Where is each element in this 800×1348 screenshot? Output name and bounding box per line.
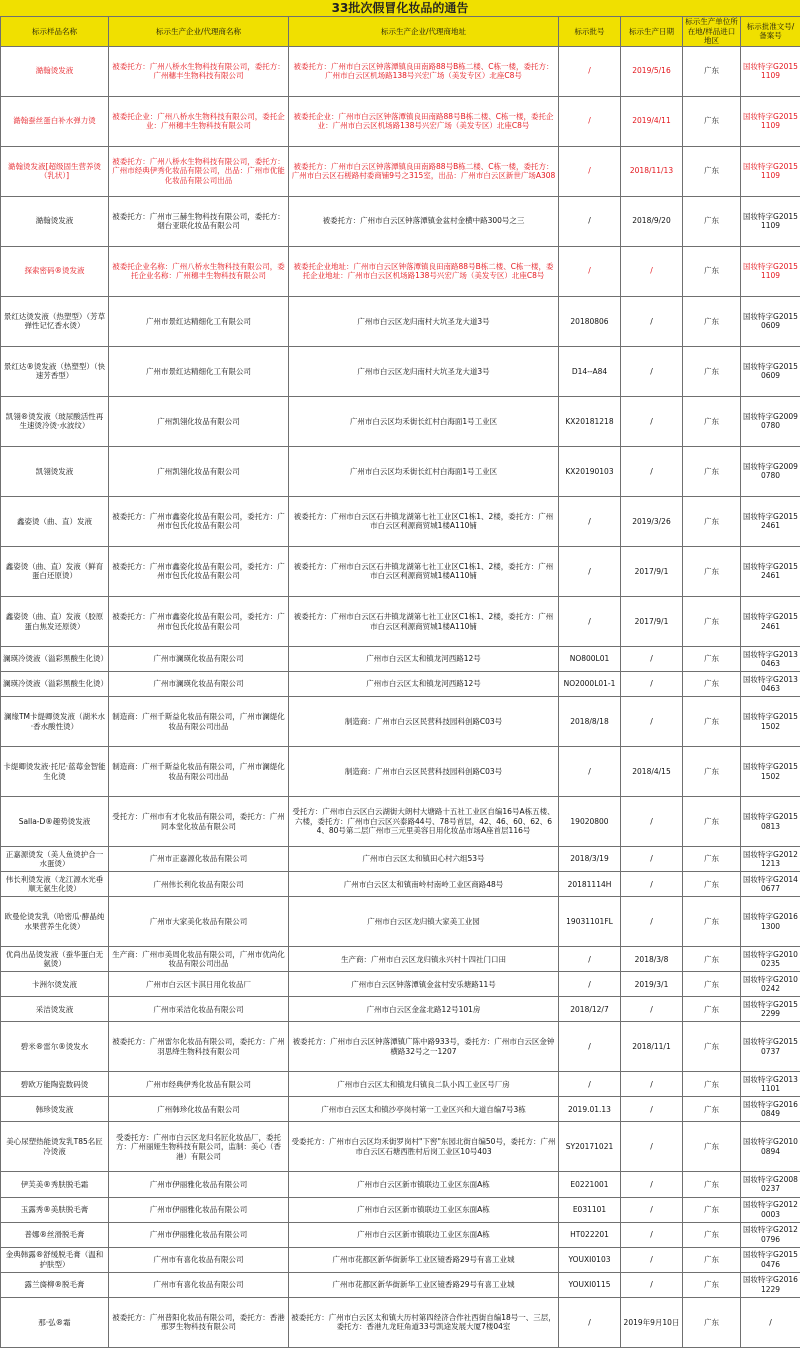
date-cell: / — [621, 1072, 683, 1097]
batch-cell: 2019.01.13 — [559, 1097, 621, 1122]
date-cell: 2019年9月10日 — [621, 1297, 683, 1347]
address-cell: 被委托方：广州市白云区石井镇龙湖第七社工业区C1栋1、2楼，委托方：广州市白云区利源商贸城1楼A110铺 — [289, 496, 559, 546]
table-row — [1, 972, 800, 997]
sample-name-cell: 景红达烫发液（热塑型）（芳草弹性记忆香水烫） — [1, 296, 109, 346]
table-row — [1, 1122, 800, 1172]
license-cell: 国妆特字G20130463 — [741, 647, 800, 672]
date-cell: / — [621, 296, 683, 346]
table-row — [1, 196, 800, 246]
sample-name-cell: 卡洲尔烫发液 — [1, 972, 109, 997]
license-cell: 国妆特字G20151502 — [741, 747, 800, 797]
date-cell: / — [621, 396, 683, 446]
company-cell: 被委托方：广州市鑫姿化妆品有限公司，委托方：广州市包氏化妆品有限公司 — [109, 546, 289, 596]
batch-cell: NO800L01 — [559, 647, 621, 672]
table-row — [1, 872, 800, 897]
license-cell: 国妆特字G20121213 — [741, 847, 800, 872]
header-company: 标示生产企业/代理商名称 — [109, 17, 289, 47]
date-cell: / — [621, 997, 683, 1022]
company-cell: 制造商：广州千斯益化妆品有限公司，广州市澜缇化妆品有限公司出品 — [109, 697, 289, 747]
company-cell: 广州市正嘉源化妆品有限公司 — [109, 847, 289, 872]
company-cell: 广州市采洁化妆品有限公司 — [109, 997, 289, 1022]
date-cell: / — [621, 697, 683, 747]
license-cell: 国妆特字G20090780 — [741, 446, 800, 496]
province-cell: 广东 — [683, 897, 741, 947]
date-cell: / — [621, 1122, 683, 1172]
province-cell: 广东 — [683, 672, 741, 697]
header-address: 标示生产企业/代理商地址 — [289, 17, 559, 47]
province-cell: 广东 — [683, 146, 741, 196]
province-cell: 广东 — [683, 1072, 741, 1097]
date-cell: / — [621, 872, 683, 897]
province-cell: 广东 — [683, 1097, 741, 1122]
notice-table — [0, 16, 800, 1348]
table-row — [1, 396, 800, 446]
table-row — [1, 346, 800, 396]
sample-name-cell: 探索密码®烫发液 — [1, 246, 109, 296]
company-cell: 广州凯翎化妆品有限公司 — [109, 396, 289, 446]
date-cell: 2017/9/1 — [621, 546, 683, 596]
company-cell: 广州市大家美化妆品有限公司 — [109, 897, 289, 947]
date-cell: / — [621, 246, 683, 296]
date-cell: / — [621, 647, 683, 672]
license-cell: 国妆特字G20100242 — [741, 972, 800, 997]
company-cell: 广州市有喜化妆品有限公司 — [109, 1272, 289, 1297]
address-cell: 广州市白云区新市镇联边工业区东面A栋 — [289, 1197, 559, 1222]
table-row — [1, 997, 800, 1022]
province-cell: 广东 — [683, 872, 741, 897]
company-cell: 被委托企业名称：广州八桥水生物科技有限公司，委托企业名称：广州穗丰生物科技有限公司 — [109, 246, 289, 296]
sample-name-cell: 碧米®雷尔®烫发水 — [1, 1022, 109, 1072]
company-cell: 广州市澜瑛化妆品有限公司 — [109, 647, 289, 672]
license-cell: 国妆特字G20080237 — [741, 1172, 800, 1197]
license-cell: 国妆特字G20151109 — [741, 46, 800, 96]
license-cell: 国妆特字G20151109 — [741, 196, 800, 246]
table-row — [1, 747, 800, 797]
company-cell: 广州市伊丽雅化妆品有限公司 — [109, 1172, 289, 1197]
table-row — [1, 1222, 800, 1247]
company-cell: 广州市景红达精细化工有限公司 — [109, 346, 289, 396]
table-row — [1, 146, 800, 196]
sample-name-cell: 凯翎烫发液 — [1, 446, 109, 496]
address-cell: 广州市白云区太和镇南岭村南岭工业区商路48号 — [289, 872, 559, 897]
company-cell: 广州凯翎化妆品有限公司 — [109, 446, 289, 496]
sample-name-cell: 鑫姿烫（曲、直）发液（胶原蛋白焦发还原烫） — [1, 597, 109, 647]
batch-cell: NO2000L01-1 — [559, 672, 621, 697]
batch-cell: YOUXI0103 — [559, 1247, 621, 1272]
date-cell: 2018/3/8 — [621, 947, 683, 972]
license-cell: 国妆特字G20150737 — [741, 1022, 800, 1072]
province-cell: 广东 — [683, 396, 741, 446]
sample-name-cell: 正嘉源烫发（美人鱼烫护合一水蛋烫） — [1, 847, 109, 872]
province-cell: 广东 — [683, 847, 741, 872]
province-cell: 广东 — [683, 1197, 741, 1222]
table-row — [1, 797, 800, 847]
sample-name-cell: 优尚出品烫发液（蚕华蛋白无氨烫） — [1, 947, 109, 972]
table-row — [1, 1247, 800, 1272]
table-body — [1, 46, 800, 1348]
company-cell: 生产商：广州市美周化妆品有限公司，广州市优尚化妆品有限公司出品 — [109, 947, 289, 972]
license-cell: 国妆特字G20100894 — [741, 1122, 800, 1172]
header-sample-name: 标示样品名称 — [1, 17, 109, 47]
address-cell: 广州市白云区龙归南村大坑圣龙大道3号 — [289, 346, 559, 396]
license-cell: 国妆特字G20151109 — [741, 246, 800, 296]
license-cell: 国妆特字G20152461 — [741, 546, 800, 596]
province-cell: 广东 — [683, 296, 741, 346]
province-cell: 广东 — [683, 496, 741, 546]
company-cell: 广州市白云区卡淇日用化妆品厂 — [109, 972, 289, 997]
address-cell: 广州市白云区龙归南村大坑圣龙大道3号 — [289, 296, 559, 346]
license-cell: 国妆特字G20151502 — [741, 697, 800, 747]
province-cell: 广东 — [683, 96, 741, 146]
company-cell: 广州市伊丽雅化妆品有限公司 — [109, 1222, 289, 1247]
license-cell: 国妆特字G20152461 — [741, 597, 800, 647]
sample-name-cell: 碧欧万能陶瓷数码烫 — [1, 1072, 109, 1097]
batch-cell: / — [559, 1072, 621, 1097]
batch-cell: / — [559, 747, 621, 797]
sample-name-cell: 那·弘®霜 — [1, 1297, 109, 1347]
address-cell: 广州市白云区太和镇龙河西路12号 — [289, 672, 559, 697]
table-row — [1, 1072, 800, 1097]
province-cell: 广东 — [683, 1247, 741, 1272]
address-cell: 被委托方：广州市白云区钟落潭镇广陈中路933号，委托方：广州市白云区金钟横路32号之一1207 — [289, 1022, 559, 1072]
header-batch: 标示批号 — [559, 17, 621, 47]
sample-name-cell: 鑫姿烫（曲、直）发液 — [1, 496, 109, 546]
batch-cell: 2018/3/19 — [559, 847, 621, 872]
table-row — [1, 897, 800, 947]
sample-name-cell: 韩珍烫发液 — [1, 1097, 109, 1122]
batch-cell: E031101 — [559, 1197, 621, 1222]
date-cell: 2018/9/20 — [621, 196, 683, 246]
address-cell: 广州市白云区太和镇田心村六组53号 — [289, 847, 559, 872]
batch-cell: 2018/12/7 — [559, 997, 621, 1022]
batch-cell: 19020800 — [559, 797, 621, 847]
date-cell: / — [621, 1247, 683, 1272]
company-cell: 被委托方：广州八桥水生物科技有限公司，委托方：广州市经典伊秀化妆品有限公司，出品：广州市优能化妆品有限公司出品 — [109, 146, 289, 196]
date-cell: / — [621, 847, 683, 872]
province-cell: 广东 — [683, 1297, 741, 1347]
license-cell: 国妆特字G20130463 — [741, 672, 800, 697]
address-cell: 被委托企业：广州市白云区钟落潭镇良田南路88号B栋二楼、C栋一楼，委托企业：广州市白云区机场路138号兴宏广场（美发专区）北座C8号 — [289, 96, 559, 146]
sample-name-cell: 澜缘TM卡缇卿烫发液（湖米水·香水酸性烫） — [1, 697, 109, 747]
company-cell: 被委托企业：广州八桥水生物科技有限公司，委托企业：广州穗丰生物科技有限公司 — [109, 96, 289, 146]
province-cell: 广东 — [683, 1272, 741, 1297]
address-cell: 受托方：广州市白云区白云湖街大朗村大塘路十五社工业区自编16号A栋五楼、六楼，委托方：广州市白云区兴泰路44号、78号首层，42、46、60、62、64、80号第二层广州市三元里美容日用化妆品市场A座首层116号 — [289, 797, 559, 847]
address-cell: 广州市白云区太和镇龙河西路12号 — [289, 647, 559, 672]
date-cell: / — [621, 797, 683, 847]
sample-name-cell: 欧曼伦烫发乳（哈密瓜·酵晶纯水果营养生化烫） — [1, 897, 109, 947]
table-row — [1, 597, 800, 647]
province-cell: 广东 — [683, 1122, 741, 1172]
address-cell: 广州市白云区钟落潭镇金盆村安乐塘路11号 — [289, 972, 559, 997]
address-cell: 被委托企业地址：广州市白云区钟落潭镇良田南路88号B栋二楼、C栋一楼，委托企业地址：广州市白云区机场路138号兴宏广场（美发专区）北座C8号 — [289, 246, 559, 296]
notice-title: 33批次假冒化妆品的通告 — [0, 0, 800, 16]
batch-cell: / — [559, 597, 621, 647]
address-cell: 被委托方：广州市白云区钟落潭镇良田南路88号B栋二楼、C栋一楼，委托方：广州市白云区机场路138号兴宏广场（美发专区）北座C8号 — [289, 46, 559, 96]
address-cell: 被委托方：广州市白云区太和镇大历村第四经济合作社西街自编18号一、三层，委托方：香港九龙旺角道33号凯途发展大厦7楼04室 — [289, 1297, 559, 1347]
batch-cell: / — [559, 46, 621, 96]
sample-name-cell: 玉露秀®美肤脱毛膏 — [1, 1197, 109, 1222]
province-cell: 广东 — [683, 1172, 741, 1197]
license-cell: 国妆特字G20150476 — [741, 1247, 800, 1272]
table-row — [1, 1297, 800, 1347]
batch-cell: / — [559, 146, 621, 196]
date-cell: 2018/4/15 — [621, 747, 683, 797]
batch-cell: D14--A84 — [559, 346, 621, 396]
license-cell: 国妆特字G20100235 — [741, 947, 800, 972]
table-row — [1, 1172, 800, 1197]
date-cell: 2019/3/26 — [621, 496, 683, 546]
address-cell: 广州市白云区新市镇联边工业区东面A栋 — [289, 1222, 559, 1247]
sample-name-cell: 澔翰烫发液 — [1, 46, 109, 96]
address-cell: 广州市白云区新市镇联边工业区东面A栋 — [289, 1172, 559, 1197]
license-cell: 国妆特字G20120796 — [741, 1222, 800, 1247]
date-cell: 2019/5/16 — [621, 46, 683, 96]
address-cell: 广州市花都区新华街新华工业区镜香路29号有喜工业城 — [289, 1272, 559, 1297]
province-cell: 广东 — [683, 797, 741, 847]
header-province: 标示生产单位所在地/样品进口地区 — [683, 17, 741, 47]
sample-name-cell: 美心尿塑热能烫发乳T85名匠冷烫液 — [1, 1122, 109, 1172]
company-cell: 广州市澜瑛化妆品有限公司 — [109, 672, 289, 697]
date-cell: / — [621, 1197, 683, 1222]
license-cell: 国妆特字G20161229 — [741, 1272, 800, 1297]
license-cell: 国妆特字G20120003 — [741, 1197, 800, 1222]
batch-cell: / — [559, 496, 621, 546]
province-cell: 广东 — [683, 346, 741, 396]
table-row — [1, 1022, 800, 1072]
province-cell: 广东 — [683, 1222, 741, 1247]
header-license: 标示批准文号/备案号 — [741, 17, 800, 47]
sample-name-cell: 露兰旖柳®脱毛膏 — [1, 1272, 109, 1297]
province-cell: 广东 — [683, 972, 741, 997]
batch-cell: 19031101FL — [559, 897, 621, 947]
license-cell: 国妆特字G20152461 — [741, 496, 800, 546]
table-row — [1, 496, 800, 546]
province-cell: 广东 — [683, 246, 741, 296]
company-cell: 被委托方：广州市鑫姿化妆品有限公司，委托方：广州市包氏化妆品有限公司 — [109, 496, 289, 546]
province-cell: 广东 — [683, 546, 741, 596]
table-row — [1, 1272, 800, 1297]
batch-cell: KX20181218 — [559, 396, 621, 446]
batch-cell: 20180806 — [559, 296, 621, 346]
address-cell: 被委托方：广州市白云区钟落潭镇金盆村金横中路300号之三 — [289, 196, 559, 246]
company-cell: 被委托方：广州雷尔化妆品有限公司，委托方：广州羽思绛生物科技有限公司 — [109, 1022, 289, 1072]
table-row — [1, 46, 800, 96]
table-row — [1, 1197, 800, 1222]
address-cell: 广州市白云区太和镇龙归镇良二队小四工业区号厂房 — [289, 1072, 559, 1097]
batch-cell: 20181114H — [559, 872, 621, 897]
address-cell: 制造商：广州市白云区民营科技园科创路C03号 — [289, 697, 559, 747]
company-cell: 广州市景红达精细化工有限公司 — [109, 296, 289, 346]
sample-name-cell: 凯翎®烫发液（玻尿酸活性再生速烫冷烫·水波纹） — [1, 396, 109, 446]
table-row — [1, 446, 800, 496]
sample-name-cell: 伊芙美®秀肤脱毛霜 — [1, 1172, 109, 1197]
table-row — [1, 697, 800, 747]
province-cell: 广东 — [683, 947, 741, 972]
date-cell: / — [621, 1097, 683, 1122]
batch-cell: E0221001 — [559, 1172, 621, 1197]
date-cell: / — [621, 1222, 683, 1247]
table-row — [1, 847, 800, 872]
batch-cell: HT022201 — [559, 1222, 621, 1247]
table-row — [1, 1097, 800, 1122]
table-row — [1, 546, 800, 596]
batch-cell: / — [559, 1297, 621, 1347]
company-cell: 广州市伊丽雅化妆品有限公司 — [109, 1197, 289, 1222]
date-cell: / — [621, 672, 683, 697]
header-date: 标示生产日期 — [621, 17, 683, 47]
date-cell: / — [621, 1172, 683, 1197]
header-row — [1, 17, 800, 47]
province-cell: 广东 — [683, 446, 741, 496]
address-cell: 广州市花都区新华街新华工业区镜香路29号有喜工业城 — [289, 1247, 559, 1272]
sample-name-cell: 澔翰烫发液 — [1, 196, 109, 246]
province-cell: 广东 — [683, 697, 741, 747]
date-cell: / — [621, 897, 683, 947]
table-row — [1, 296, 800, 346]
company-cell: 受托方：广州市有才化妆品有限公司，委托方：广州同本堂化妆品有限公司 — [109, 797, 289, 847]
table-row — [1, 672, 800, 697]
table-row — [1, 647, 800, 672]
batch-cell: / — [559, 96, 621, 146]
batch-cell: / — [559, 1022, 621, 1072]
date-cell: / — [621, 446, 683, 496]
company-cell: 被委托方：广州市三赫生物科技有限公司，委托方：烟台亚联化妆品有限公司 — [109, 196, 289, 246]
address-cell: 广州市白云区龙归镇大家美工业园 — [289, 897, 559, 947]
license-cell: 国妆特字G20090780 — [741, 396, 800, 446]
license-cell: 国妆特字G20150609 — [741, 296, 800, 346]
batch-cell: / — [559, 196, 621, 246]
date-cell: 2017/9/1 — [621, 597, 683, 647]
company-cell: 广州韩珍化妆品有限公司 — [109, 1097, 289, 1122]
license-cell: 国妆特字G20131101 — [741, 1072, 800, 1097]
batch-cell: YOUXI0115 — [559, 1272, 621, 1297]
province-cell: 广东 — [683, 747, 741, 797]
license-cell: 国妆特字G20152299 — [741, 997, 800, 1022]
license-cell: 国妆特字G20150609 — [741, 346, 800, 396]
address-cell: 生产商：广州市白云区龙归镇永兴村十四社门口田 — [289, 947, 559, 972]
date-cell: / — [621, 346, 683, 396]
province-cell: 广东 — [683, 997, 741, 1022]
license-cell: / — [741, 1297, 800, 1347]
province-cell: 广东 — [683, 1022, 741, 1072]
sample-name-cell: 采洁烫发液 — [1, 997, 109, 1022]
batch-cell: SY20171021 — [559, 1122, 621, 1172]
date-cell: / — [621, 1272, 683, 1297]
sample-name-cell: 澜瑛冷烫液（溢彩黑酸生化烫） — [1, 672, 109, 697]
province-cell: 广东 — [683, 597, 741, 647]
company-cell: 受委托方：广州市白云区龙归名匠化妆品厂，委托方：广州丽娅生物科技有限公司，监制：美心（香港）有限公司 — [109, 1122, 289, 1172]
batch-cell: / — [559, 546, 621, 596]
company-cell: 被委托方：广州八桥水生物科技有限公司，委托方：广州穗丰生物科技有限公司 — [109, 46, 289, 96]
date-cell: 2019/3/1 — [621, 972, 683, 997]
batch-cell: KX20190103 — [559, 446, 621, 496]
company-cell: 广州伟长利化妆品有限公司 — [109, 872, 289, 897]
company-cell: 被委托方：广州市鑫姿化妆品有限公司，委托方：广州市包氏化妆品有限公司 — [109, 597, 289, 647]
batch-cell: / — [559, 947, 621, 972]
address-cell: 被委托方：广州市白云区石井镇龙湖第七社工业区C1栋1、2楼，委托方：广州市白云区利源商贸城1楼A110铺 — [289, 546, 559, 596]
batch-cell: / — [559, 246, 621, 296]
sample-name-cell: 澔翰烫发液[超级固生营养烫（乳状）] — [1, 146, 109, 196]
sample-name-cell: Salla-D®趣势烫发液 — [1, 797, 109, 847]
sample-name-cell: 鑫姿烫（曲、直）发液（鲜育蛋白还原烫） — [1, 546, 109, 596]
license-cell: 国妆特字G20150813 — [741, 797, 800, 847]
address-cell: 制造商：广州市白云区民营科技园科创路C03号 — [289, 747, 559, 797]
sample-name-cell: 金典韩露®舒缓脱毛膏（温和护肤型） — [1, 1247, 109, 1272]
date-cell: 2018/11/13 — [621, 146, 683, 196]
license-cell: 国妆特字G20161300 — [741, 897, 800, 947]
date-cell: 2018/11/1 — [621, 1022, 683, 1072]
sample-name-cell: 澔翰蚕丝蛋白补水弹力烫 — [1, 96, 109, 146]
batch-cell: / — [559, 972, 621, 997]
province-cell: 广东 — [683, 46, 741, 96]
province-cell: 广东 — [683, 196, 741, 246]
license-cell: 国妆特字G20160849 — [741, 1097, 800, 1122]
sample-name-cell: 伟长利烫发液（龙江源水光垂顺无氨生化烫） — [1, 872, 109, 897]
address-cell: 受委托方：广州市白云区均禾街罗岗村"下窖"东园北街自编50号，委托方：广州市白云区石塘西胜村后岗工业区10号403 — [289, 1122, 559, 1172]
table-row — [1, 96, 800, 146]
table-row — [1, 246, 800, 296]
sample-name-cell: 卡缇卿烫发液·托尼·蓝莓金智能生化烫 — [1, 747, 109, 797]
license-cell: 国妆特字G20151109 — [741, 146, 800, 196]
table-row — [1, 947, 800, 972]
address-cell: 广州市白云区太和镇沙亭岗村第一工业区兴和大道自编7号3栋 — [289, 1097, 559, 1122]
sample-name-cell: 普娜®丝滑脱毛膏 — [1, 1222, 109, 1247]
company-cell: 广州市有喜化妆品有限公司 — [109, 1247, 289, 1272]
address-cell: 被委托方：广州市白云区钟落潭镇良田南路88号B栋二楼、C栋一楼，委托方：广州市白云区石槎路村委商铺9号之315室，出品：广州市白云区新世广场A308 — [289, 146, 559, 196]
address-cell: 广州市白云区均禾街长红村白海面1号工业区 — [289, 396, 559, 446]
company-cell: 广州市经典伊秀化妆品有限公司 — [109, 1072, 289, 1097]
license-cell: 国妆特字G20151109 — [741, 96, 800, 146]
date-cell: 2019/4/11 — [621, 96, 683, 146]
address-cell: 广州市白云区均禾街长红村白海面1号工业区 — [289, 446, 559, 496]
batch-cell: 2018/8/18 — [559, 697, 621, 747]
sample-name-cell: 澜瑛冷烫液（溢彩黑酸生化烫） — [1, 647, 109, 672]
license-cell: 国妆特字G20140677 — [741, 872, 800, 897]
sample-name-cell: 景红达®烫发液（热塑型）（快速芳香型） — [1, 346, 109, 396]
company-cell: 被委托方：广州普阳化妆品有限公司，委托方：香港那罗生物科技有限公司 — [109, 1297, 289, 1347]
address-cell: 被委托方：广州市白云区石井镇龙湖第七社工业区C1栋1、2楼，委托方：广州市白云区利源商贸城1楼A110铺 — [289, 597, 559, 647]
province-cell: 广东 — [683, 647, 741, 672]
address-cell: 广州市白云区金盆北路12号101房 — [289, 997, 559, 1022]
company-cell: 制造商：广州千斯益化妆品有限公司，广州市澜缇化妆品有限公司出品 — [109, 747, 289, 797]
